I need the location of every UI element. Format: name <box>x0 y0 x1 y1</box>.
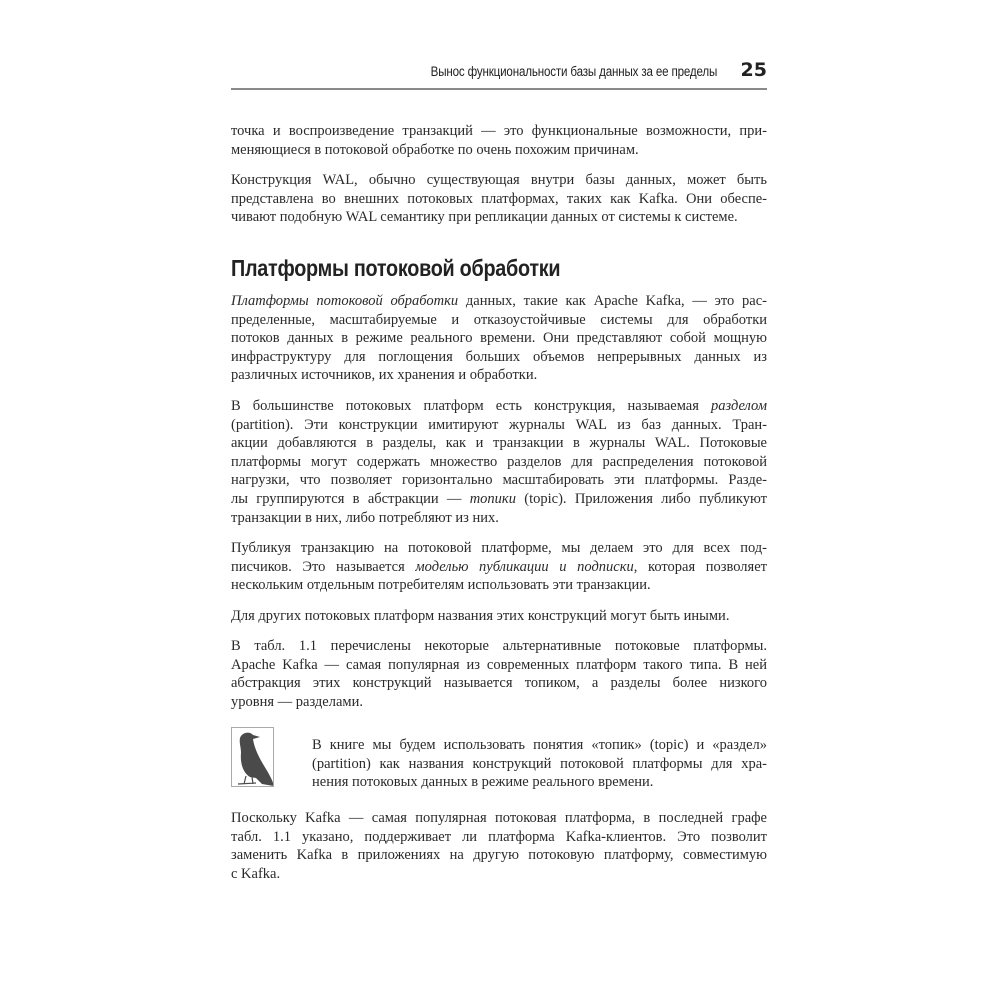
text-line <box>312 736 767 755</box>
text-span: чивают подобную WAL семантику при репликации данных от системы к системе. <box>231 209 738 226</box>
text-span: заменить Kafka в приложениях на другую потоковую платформу, совместимую <box>231 847 767 864</box>
text-span: данных, такие как Apache Kafka, — это рас- <box>458 293 767 309</box>
text-span: лы группируются в абстракции — <box>231 490 470 507</box>
text-span: (partition) как названия конструкций потоковой платформы для хра- <box>312 755 767 772</box>
text-line <box>231 693 767 712</box>
text-line <box>231 397 767 416</box>
text-span: Apache Kafka — самая популярная из современных платформ такого типа. В ней <box>231 656 767 673</box>
text-span: с Kafka. <box>231 865 281 882</box>
text-span: , которая позволяет <box>633 558 767 575</box>
text-line <box>231 674 767 693</box>
text-span: (partition). Эти конструкции имитируют журналы WAL из баз данных. Тран- <box>231 416 767 433</box>
section-heading: Платформы потоковой обработки <box>231 255 561 281</box>
paragraph-wal <box>231 171 767 227</box>
text-span: нескольким отдельным потребителям использовать эти транзакции. <box>231 577 651 594</box>
crow-icon <box>231 727 274 787</box>
text-line <box>231 190 767 209</box>
text-line <box>231 366 767 385</box>
text-line <box>231 809 767 828</box>
note-text <box>312 736 767 792</box>
paragraph-kafka-compat <box>231 809 767 883</box>
text-span: В книге мы будем использовать понятия «топик» (topic) и «раздел» <box>312 737 767 753</box>
text-line <box>231 509 767 528</box>
text-line <box>231 656 767 675</box>
text-line <box>231 490 767 509</box>
text-line <box>231 141 767 160</box>
text-span: потоков данных в режиме реального времени. Они представляют собой мощную <box>231 330 767 347</box>
paragraph-table-ref <box>231 637 767 711</box>
italic-term: разделом <box>710 398 767 414</box>
text-line <box>231 208 767 227</box>
text-line <box>231 558 767 577</box>
italic-term: Платформы потоковой обработки <box>231 293 459 309</box>
paragraph-other-names <box>231 607 767 626</box>
italic-term: моделью публикации и подписки <box>415 558 634 575</box>
text-span: нагрузки, что позволяет горизонтально масштабировать эти платформы. Разде- <box>231 472 767 489</box>
text-span: меняющиеся в потоковой обработке по очень похожим причинам. <box>231 141 639 158</box>
text-line <box>231 576 767 595</box>
paragraph-partitions <box>231 397 767 527</box>
text-line <box>231 453 767 472</box>
text-line <box>231 171 767 190</box>
text-line <box>231 539 767 558</box>
page-number: 25 <box>740 59 767 81</box>
header-title: Вынос функциональности базы данных за ее пределы <box>430 64 717 79</box>
text-span: точка и воспроизведение транзакций — это функциональные возможности, при- <box>231 123 767 139</box>
text-span: представлена во внешних потоковых платформах, таких как Kafka. Они обеспе- <box>231 190 767 207</box>
paragraph-pubsub <box>231 539 767 595</box>
text-span: различных источников, их хранения и обработки. <box>231 367 538 384</box>
text-line <box>312 755 767 774</box>
text-span: инфраструктуру для поглощения больших объемов непрерывных данных из <box>231 348 767 365</box>
text-line <box>231 637 767 656</box>
text-line <box>312 773 767 792</box>
paragraph-platforms <box>231 292 767 385</box>
text-span: Публикуя транзакцию на потоковой платформе, мы делаем это для всех под- <box>231 540 767 556</box>
text-line <box>231 865 767 884</box>
text-line <box>231 434 767 453</box>
text-line <box>231 292 767 311</box>
text-line <box>231 329 767 348</box>
italic-term: топики <box>469 490 516 507</box>
text-span: В большинстве потоковых платформ есть конструкция, называемая <box>231 398 711 414</box>
text-span: транзакции в них, либо потребляют из них. <box>231 509 499 526</box>
text-line <box>231 311 767 330</box>
text-span: табл. 1.1 указано, поддерживает ли платформа Kafka-клиентов. Это позволит <box>231 828 767 845</box>
text-span: нения потоковых данных в режиме реального времени. <box>312 774 654 791</box>
text-span: Конструкция WAL, обычно существующая внутри базы данных, может быть <box>231 172 767 188</box>
text-span: писчиков. Это называется <box>231 558 416 575</box>
paragraph-intro <box>231 122 767 159</box>
text-span: акции добавляются в разделы, как и транзакции в журналы WAL. Потоковые <box>231 435 767 452</box>
text-line <box>231 607 767 626</box>
text-line <box>231 846 767 865</box>
text-span: пределенные, масштабируемые и отказоустойчивые системы для обработки <box>231 311 767 328</box>
text-line <box>231 828 767 847</box>
text-span: платформы могут содержать множество разделов для распределения потоковой <box>231 453 767 470</box>
text-line <box>231 348 767 367</box>
text-span: (topic). Приложения либо публикуют <box>515 490 767 507</box>
text-span: В табл. 1.1 перечислены некоторые альтернативные потоковые платформы. <box>231 638 767 654</box>
text-line <box>231 122 767 141</box>
text-line <box>231 416 767 435</box>
text-span: Поскольку Kafka — самая популярная потоковая платформа, в последней графе <box>231 810 767 826</box>
text-span: уровня — разделами. <box>231 693 363 710</box>
text-span: Для других потоковых платформ названия этих конструкций могут быть иными. <box>231 608 730 624</box>
running-header <box>231 59 767 90</box>
text-span: абстракция этих конструкций называется топиком, а разделы более низкого <box>231 675 767 692</box>
text-line <box>231 471 767 490</box>
